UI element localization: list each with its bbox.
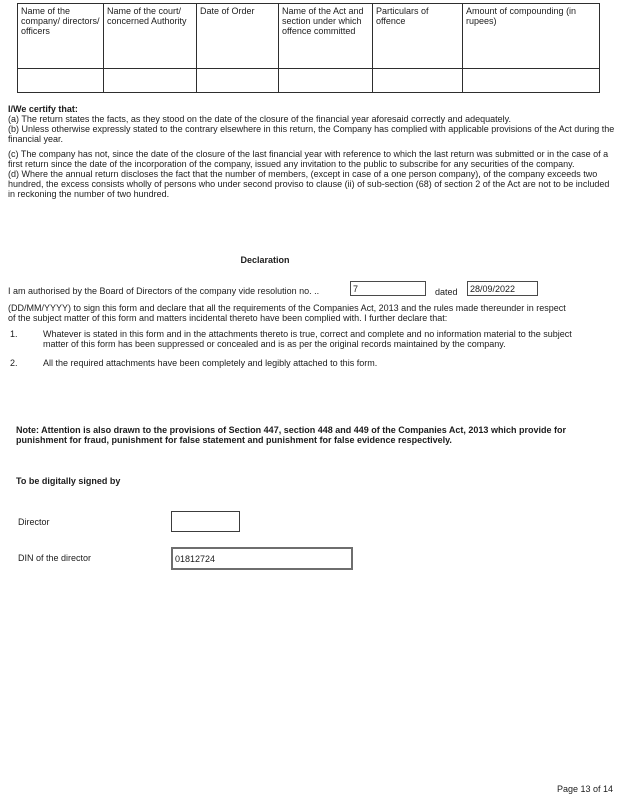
dated-label: dated bbox=[435, 287, 458, 297]
column-header-particulars: Particulars of offence bbox=[373, 4, 463, 69]
table-cell bbox=[197, 69, 279, 93]
column-header-court-authority: Name of the court/ concerned Authority bbox=[104, 4, 197, 69]
declaration-item-1 bbox=[0, 329, 622, 349]
certification-clause-a: (a) The return states the facts, as they stood on the date of the closure of the financial year aforesaid correctly and adequately. bbox=[8, 114, 511, 124]
table-cell bbox=[104, 69, 197, 93]
din-field[interactable] bbox=[171, 547, 353, 570]
resolution-number-field[interactable] bbox=[350, 281, 426, 296]
table-header-row bbox=[18, 4, 600, 69]
column-header-date-of-order: Date of Order bbox=[197, 4, 279, 69]
table-row bbox=[18, 69, 600, 93]
resolution-date-field[interactable] bbox=[467, 281, 538, 296]
column-header-amount: Amount of compounding (in rupees) bbox=[463, 4, 600, 69]
column-header-name-of-company: Name of the company/ directors/ officers bbox=[18, 4, 104, 69]
din-label: DIN of the director bbox=[18, 553, 92, 563]
declaration-intro-text: I am authorised by the Board of Directors of the company vide resolution no. .. bbox=[8, 286, 320, 296]
director-label: Director bbox=[18, 517, 50, 527]
declaration-item-text: Whatever is stated in this form and in the attachments thereto is true, correct and complete and no information material to the subject matter of this form has been suppressed or concealed and is as per the original records maintained by the company. bbox=[43, 329, 572, 349]
certification-clause-d: (d) Where the annual return discloses the fact that the number of members, (except in case of a one person company), of the company exceeds two hundred, the excess consists wholly of persons who under second proviso to clause (ii) of sub-section (68) of section 2 of the Act are not to be included in reckoning the number of two hundred. bbox=[8, 168, 610, 199]
compounding-offences-table bbox=[17, 3, 600, 93]
page-number: Page 13 of 14 bbox=[556, 784, 613, 794]
declaration-item-number: 1. bbox=[10, 329, 18, 339]
table-cell bbox=[463, 69, 600, 93]
attention-note: Note: Attention is also drawn to the provisions of Section 447, section 448 and 449 of the Companies Act, 2013 which provide for punishment for fraud, punishment for false statement and punishment for false evidence respectively. bbox=[16, 425, 566, 445]
table-cell bbox=[373, 69, 463, 93]
director-signature-field[interactable] bbox=[171, 511, 240, 532]
certification-clause-c: (c) The company has not, since the date of the closure of the last financial year with reference to which the last return was submitted or in the case of a first return since the date of the incorporation of the company, issued any invitation to the public to subscribe for any securities of the company. bbox=[8, 148, 609, 169]
certification-title: I/We certify that: bbox=[8, 104, 78, 114]
declaration-continuation-text: (DD/MM/YYYY) to sign this form and declare that all the requirements of the Companies Act, 2013 and the rules made thereunder in respect of the subject matter of this form and matters incidental thereto have been complied with. I further declare that: bbox=[8, 303, 566, 323]
declaration-heading: Declaration bbox=[240, 255, 290, 265]
declaration-item-number: 2. bbox=[10, 358, 18, 368]
column-header-act-section: Name of the Act and section under which offence committed bbox=[279, 4, 373, 69]
certification-block bbox=[8, 104, 616, 199]
certification-clause-b: (b) Unless otherwise expressly stated to the contrary elsewhere in this return, the Company has complied with applicable provisions of the Act during the financial year. bbox=[8, 124, 615, 144]
declaration-item-2 bbox=[0, 358, 622, 368]
declaration-item-text: All the required attachments have been completely and legibly attached to this form. bbox=[43, 358, 378, 368]
table-cell bbox=[279, 69, 373, 93]
digitally-signed-heading: To be digitally signed by bbox=[16, 476, 121, 486]
table-cell bbox=[18, 69, 104, 93]
